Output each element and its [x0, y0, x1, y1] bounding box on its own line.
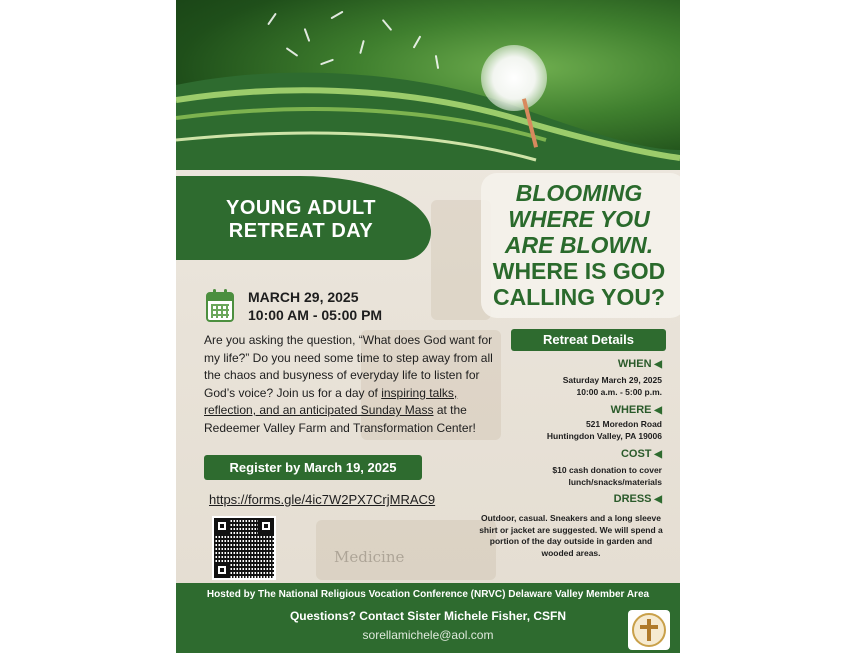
dandelion	[481, 45, 547, 111]
organization-logo	[628, 610, 670, 650]
contact-text: Questions? Contact Sister Michele Fisher, CSFN	[289, 609, 567, 623]
where-label: WHERE ◀	[611, 404, 662, 416]
event-description: Are you asking the question, “What does God want for my life?” Do you need some time to step away from all the chaos and busyness of everyday life to listen for God’s voice? Join us for a day of inspiring talks, reflection, and an anticipated Sunday Mass at the Redeemer Valley Farm and Transformation Center!	[204, 333, 493, 435]
when-info: Saturday March 29, 2025 10:00 a.m. - 5:00 p.m.	[562, 375, 662, 397]
calendar-icon	[206, 292, 234, 322]
register-deadline-banner: Register by March 19, 2025	[204, 455, 422, 480]
cost-label: COST ◀	[621, 448, 662, 460]
event-slogan: BLOOMING WHERE YOU ARE BLOWN. WHERE IS GOD CALLING YOU?	[492, 180, 666, 310]
contact-email[interactable]: sorellamichele@aol.com	[362, 628, 494, 642]
dandelion-photo	[176, 0, 680, 170]
highlight-text: inspiring talks, reflection, and an anticipated Sunday Mass	[204, 385, 458, 417]
cost-info: $10 cash donation to cover lunch/snacks/materials	[552, 465, 662, 487]
registration-link[interactable]: https://forms.gle/4ic7W2PX7CrjMRAC9	[209, 492, 436, 507]
retreat-details-heading: Retreat Details	[511, 329, 666, 351]
green-wave-decoration	[176, 0, 680, 170]
qr-code[interactable]	[212, 516, 276, 580]
where-info: 521 Moredon Road Huntingdon Valley, PA 19006	[546, 419, 662, 441]
dress-label: DRESS ◀	[614, 493, 662, 505]
event-title: YOUNG ADULT RETREAT DAY	[226, 197, 376, 242]
event-time: 10:00 AM - 05:00 PM	[248, 307, 383, 323]
event-date: MARCH 29, 2025	[248, 289, 359, 305]
medicine-box-text: Medicine	[334, 548, 405, 566]
hosted-by-text: Hosted by The National Religious Vocation Conference (NRVC) Delaware Valley Member Area	[206, 589, 650, 600]
retreat-flyer	[176, 0, 680, 653]
when-label: WHEN ◀	[618, 358, 662, 370]
dress-info: Outdoor, casual. Sneakers and a long sleeve shirt or jacket are suggested. We will spend a portion of the day outside in garden and wooded areas.	[479, 513, 663, 558]
